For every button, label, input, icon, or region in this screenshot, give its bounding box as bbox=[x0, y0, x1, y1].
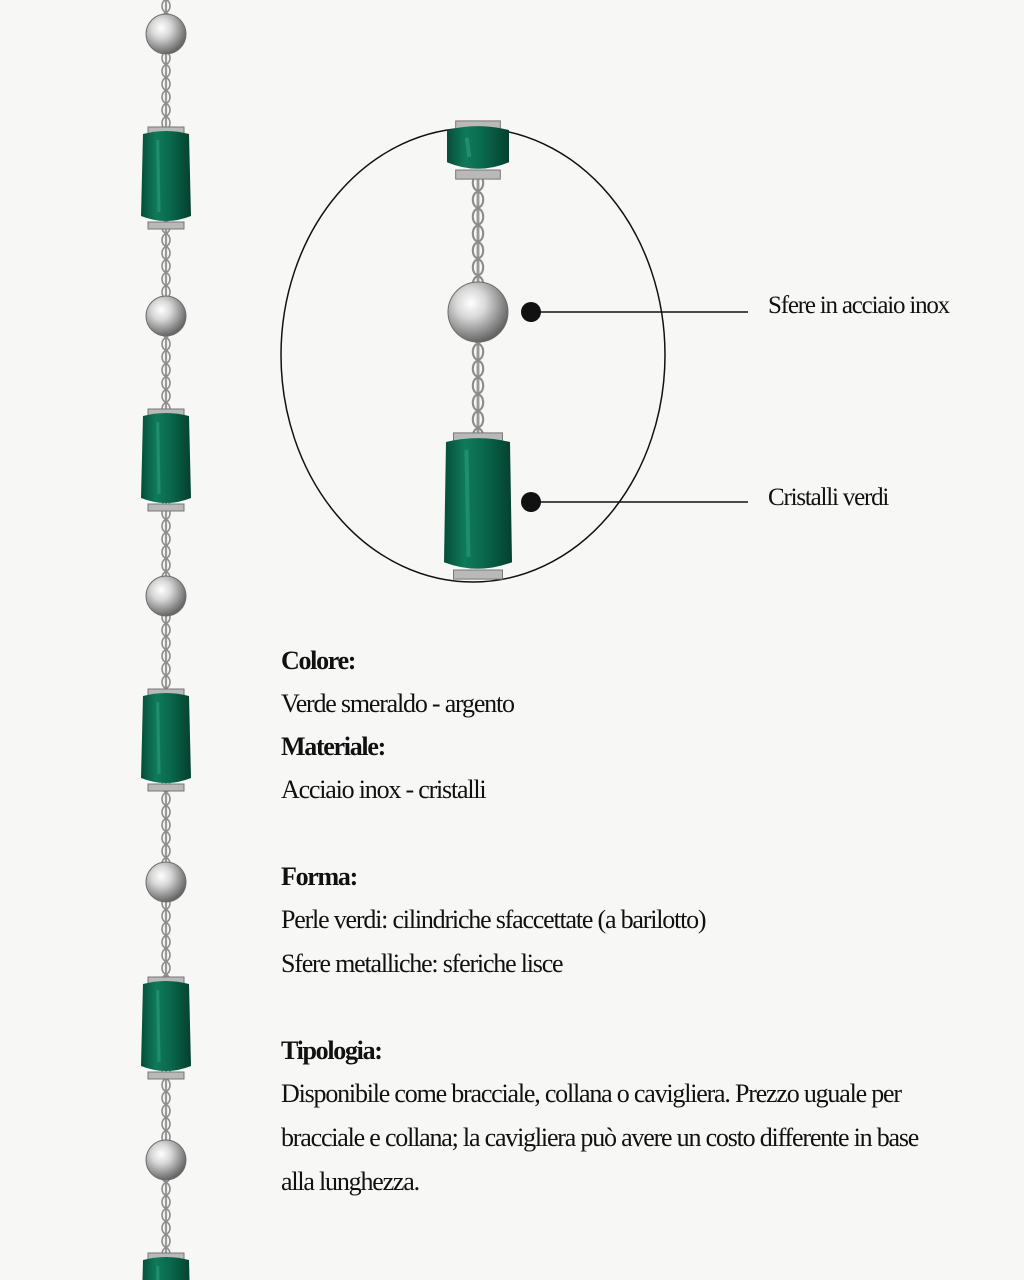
shape-heading: Forma: bbox=[281, 862, 357, 891]
type-line-1: Disponibile come bracciale, collana o cavigliera. Prezzo uguale per bbox=[281, 1079, 901, 1108]
type-line-2: bracciale e collana; la cavigliera può avere un costo differente in base bbox=[281, 1123, 919, 1152]
material-heading: Materiale: bbox=[281, 732, 385, 761]
callout-label-spheres: Sfere in acciaio inox bbox=[768, 292, 949, 319]
green-crystal bbox=[447, 126, 509, 169]
steel-sphere bbox=[448, 282, 508, 342]
type-line-3: alla lunghezza. bbox=[281, 1167, 419, 1196]
color-heading: Colore: bbox=[281, 646, 356, 675]
type-heading: Tipologia: bbox=[281, 1036, 382, 1065]
crystal-cap bbox=[456, 170, 501, 179]
crystal-cap bbox=[454, 570, 503, 579]
shape-line-2: Sfere metalliche: sferiche lisce bbox=[281, 949, 563, 978]
product-specs bbox=[281, 640, 1001, 1204]
material-value: Acciaio inox - cristalli bbox=[281, 775, 486, 804]
crystal-highlight bbox=[467, 138, 469, 157]
crystal-highlight bbox=[466, 450, 468, 557]
callout-label-crystals: Cristalli verdi bbox=[768, 484, 889, 511]
zoom-clip-guide bbox=[0, 0, 1024, 128]
shape-line-1: Perle verdi: cilindriche sfaccettate (a barilotto) bbox=[281, 905, 706, 934]
green-crystal bbox=[444, 438, 512, 569]
color-value: Verde smeraldo - argento bbox=[281, 689, 514, 718]
